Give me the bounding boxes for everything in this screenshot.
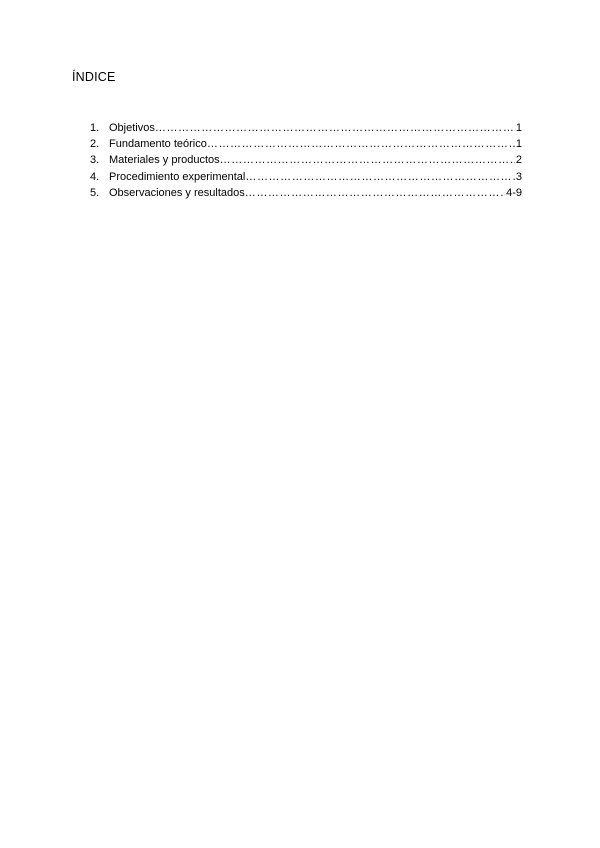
toc-dot-leader — [220, 152, 515, 168]
toc-entry-number: 5. — [90, 186, 100, 199]
table-of-contents — [90, 120, 522, 201]
toc-entry-observaciones-y-resultados — [90, 185, 522, 201]
toc-entry-number: 2. — [90, 138, 100, 151]
toc-entry-procedimiento-experimental — [90, 169, 522, 185]
toc-entry-label: Materiales y productos — [109, 154, 220, 167]
toc-entry-objetivos — [90, 120, 522, 136]
toc-entry-label: Observaciones y resultados — [109, 186, 245, 199]
toc-entry-number: 4. — [90, 170, 100, 183]
toc-dot-leader — [245, 169, 515, 185]
toc-dot-leader — [155, 120, 515, 136]
toc-entry-page: 4-9 — [506, 186, 522, 199]
toc-entry-fundamento-teorico — [90, 136, 522, 152]
index-title: ÍNDICE — [72, 70, 116, 84]
toc-entry-page: 1 — [515, 122, 522, 134]
toc-dot-leader — [245, 185, 505, 201]
toc-dot-leader — [207, 136, 515, 152]
toc-entry-label: Fundamento teórico — [109, 138, 207, 151]
toc-entry-label: Objetivos — [109, 122, 155, 134]
toc-entry-label: Procedimiento experimental — [109, 170, 246, 183]
toc-entry-number: 3. — [90, 154, 100, 167]
toc-entry-page: 1 — [515, 138, 522, 151]
toc-entry-number: 1. — [90, 122, 100, 134]
toc-entry-materiales-y-productos — [90, 152, 522, 168]
toc-entry-page: 3 — [515, 170, 522, 183]
toc-entry-page: 2 — [515, 154, 522, 167]
